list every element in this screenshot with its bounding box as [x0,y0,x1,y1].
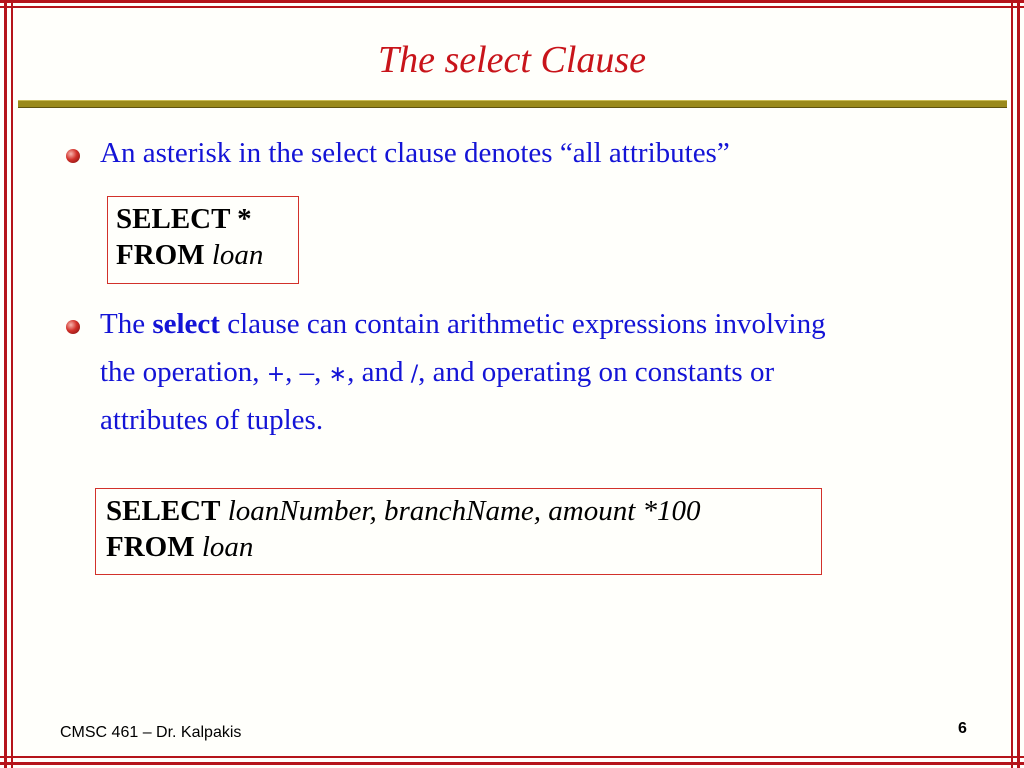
frame-top-outer [0,0,1024,3]
frame-left-inner [11,0,13,768]
slash-operator: / [410,362,419,387]
red-sphere-bullet-icon [66,320,80,334]
bullet-2-line-2 [100,348,774,399]
bullet-2-keyword: select [152,308,220,340]
bullet-2-line-1 [100,300,826,348]
code-2-select-keyword: SELECT [106,495,221,527]
code-1-select-keyword: SELECT * [116,203,252,235]
bullet-2-post: clause can contain arithmetic expressions involving [227,308,826,340]
slide-title: The select Clause [377,39,647,81]
code-2-table-name: loan [201,531,254,563]
code-2-from-keyword: FROM [106,531,195,563]
code-2-attribute-list: loanNumber, branchName, amount *100 [227,495,701,527]
page-number: 6 [958,720,967,737]
slide-footer: CMSC 461 – Dr. Kalpakis [60,724,242,741]
code-box-select-expression [95,488,822,575]
code-1-line-2 [116,237,263,273]
bullet-2-line-2b: , and operating on constants or [418,356,775,388]
bullet-2-line-2a: the operation, [100,356,260,388]
code-box-select-star [107,196,299,284]
code-2-line-2 [106,529,253,565]
star-operator: ∗ [328,362,348,387]
code-1-line-1 [116,201,252,237]
bullet-2-pre: The [100,308,146,340]
code-2-line-1 [106,493,701,529]
frame-right-outer [1017,0,1020,768]
and-text: , and [347,356,404,388]
frame-bottom-outer [0,762,1024,765]
code-1-from-keyword: FROM [116,239,205,271]
bullet-2-line-3: attributes of tuples. [100,404,324,436]
code-1-table-name: loan [211,239,264,271]
bullet-1-text: An asterisk in the select clause denotes “all attributes” [100,137,730,169]
sep-2: , [314,356,322,388]
sep-1: , [285,356,293,388]
red-sphere-bullet-icon [66,149,80,163]
title-underline-rule [18,100,1007,108]
frame-top-inner [0,6,1024,8]
frame-left-outer [4,0,7,768]
minus-operator: – [299,356,315,388]
plus-operator: + [266,362,286,387]
frame-right-inner [1011,0,1013,768]
frame-bottom-inner [0,756,1024,758]
